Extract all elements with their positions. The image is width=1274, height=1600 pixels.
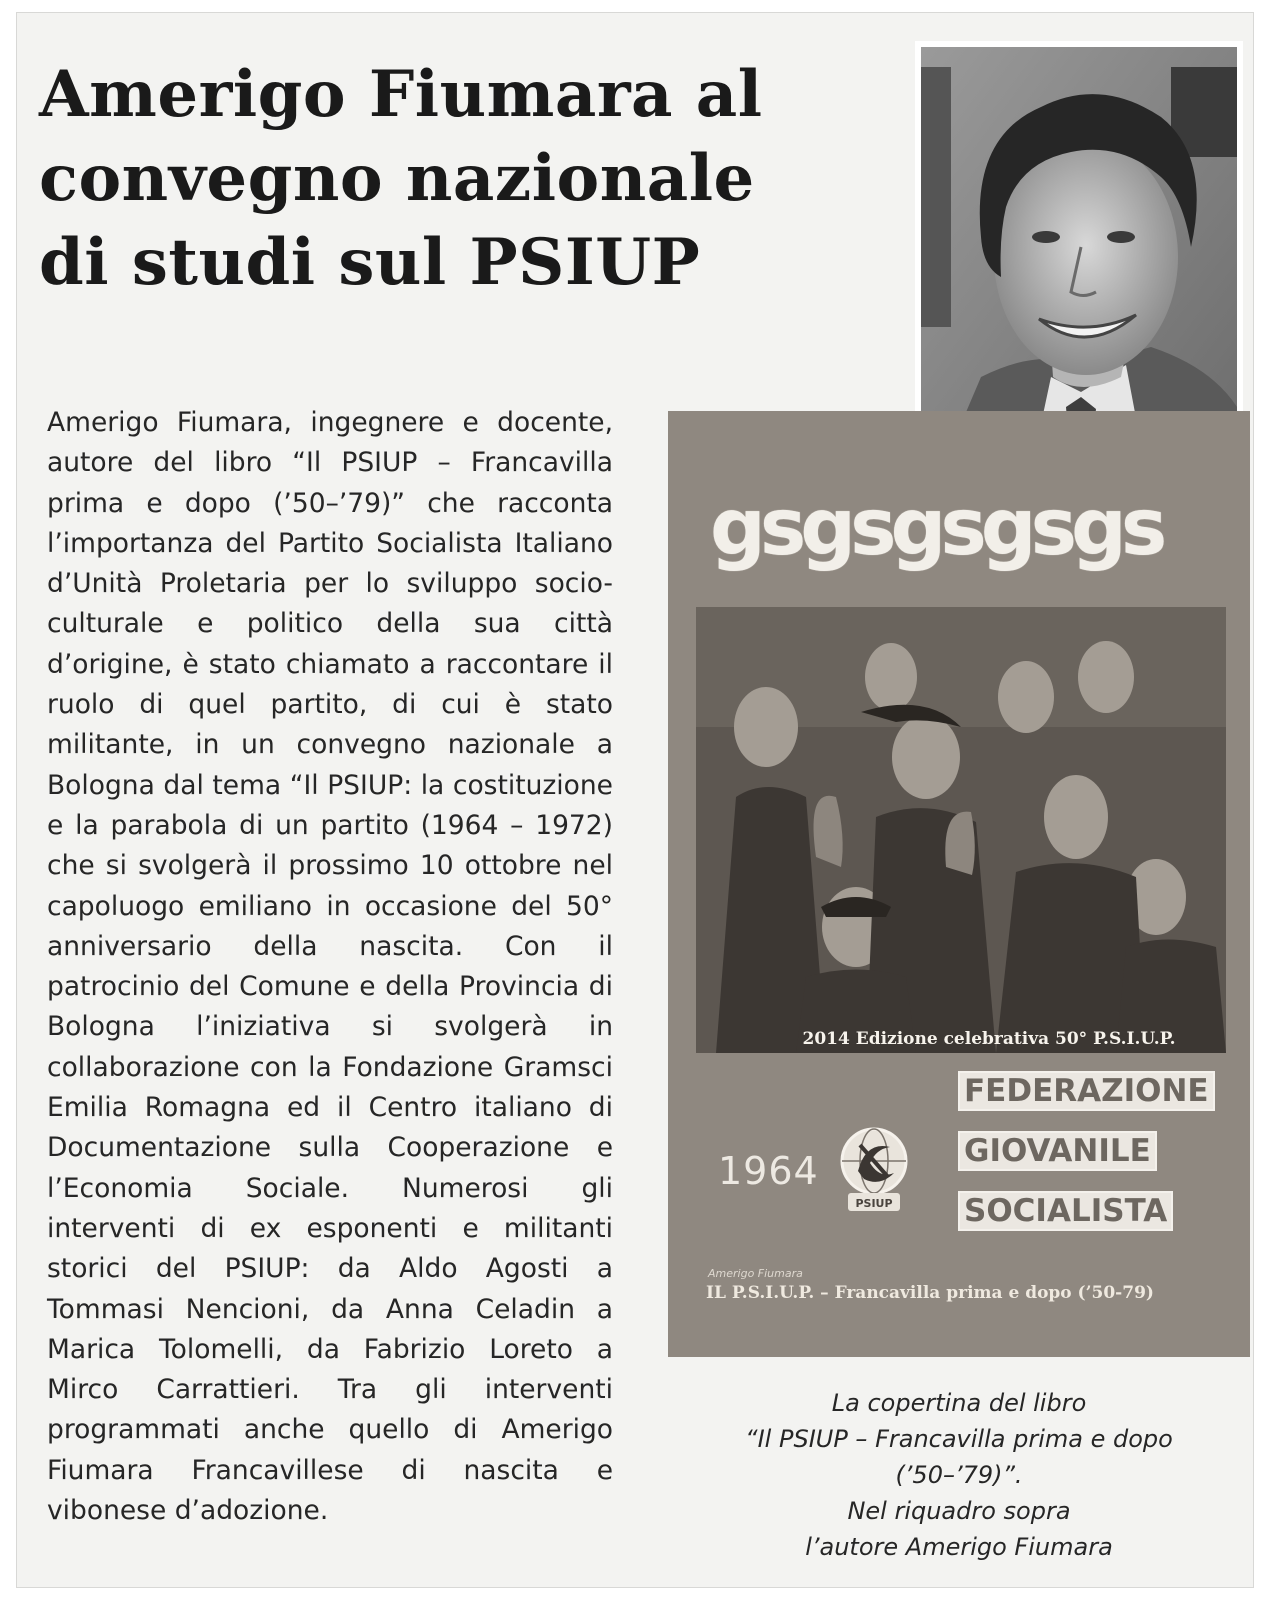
cover-subtitle: IL P.S.I.U.P. – Francavilla prima e dopo (’50-79) <box>706 1283 1154 1303</box>
book-cover <box>668 411 1250 1357</box>
cover-photo <box>696 607 1226 1053</box>
caption-line: Nel riquadro sopra <box>847 1497 1071 1525</box>
headline-line-2: convegno nazionale <box>39 141 755 216</box>
cover-logo: gsgsgsgsgs <box>710 483 1162 573</box>
cover-federation-word: SOCIALISTA <box>958 1191 1173 1231</box>
cover-edition: 2014 Edizione celebrativa 50° P.S.I.U.P. <box>802 1029 1176 1049</box>
headline-line-1: Amerigo Fiumara al <box>39 57 763 132</box>
caption-line: (’50–’79)”. <box>895 1461 1023 1489</box>
caption-line: “Il PSIUP – Francavilla prima e dopo <box>745 1425 1173 1453</box>
caption-line: l’autore Amerigo Fiumara <box>805 1533 1113 1561</box>
hammer-sickle-globe-icon <box>836 1123 912 1219</box>
cover-federation-word: GIOVANILE <box>958 1131 1157 1171</box>
article-body: Amerigo Fiumara, ingegnere e docente, autore del libro “Il PSIUP – Francavilla prima e dopo (’50–’79)” che racconta l’importanza del Partito Socialista Italiano d’Unità Proletaria per lo sviluppo socio-culturale e politico della sua città d’origine, è stato chiamato a raccontare il ruolo di quel partito, di cui è stato militante, in un convegno nazionale a Bologna dal tema “Il PSIUP: la costituzione e la parabola di un partito (1964 – 1972) che si svolgerà il prossimo 10 ottobre nel capoluogo emiliano in occasione del 50° anniversario della nascita. Con il patrocinio del Comune e della Provincia di Bologna l’iniziativa si svolgerà in collaborazione con la Fondazione Gramsci Emilia Romagna ed il Centro italiano di Documentazione sulla Cooperazione e l’Economia Sociale. Numerosi gli interventi di ex esponenti e militanti storici del PSIUP: da Aldo Agosti a Tommasi Nencioni, da Anna Celadin a Marica Tolomelli, da Fabrizio Loreto a Mirco Carrattieri. Tra gli interventi programmati anche quello di Amerigo Fiumara Francavillese di nascita e vibonese d’adozione. <box>47 407 613 1527</box>
headline-line-3: di studi sul PSIUP <box>39 225 701 300</box>
newspaper-page <box>16 12 1254 1588</box>
article-headline <box>39 53 899 305</box>
cover-federation <box>958 1071 1215 1231</box>
caption-line: La copertina del libro <box>831 1389 1087 1417</box>
author-portrait-image <box>921 47 1237 471</box>
emblem-text: PSIUP <box>855 1197 893 1210</box>
cover-federation-word: FEDERAZIONE <box>958 1071 1215 1111</box>
cover-caption <box>668 1385 1250 1565</box>
crowd-photo-image <box>696 607 1226 1053</box>
cover-year: 1964 <box>718 1149 819 1193</box>
cover-author: Amerigo Fiumara <box>708 1267 803 1280</box>
